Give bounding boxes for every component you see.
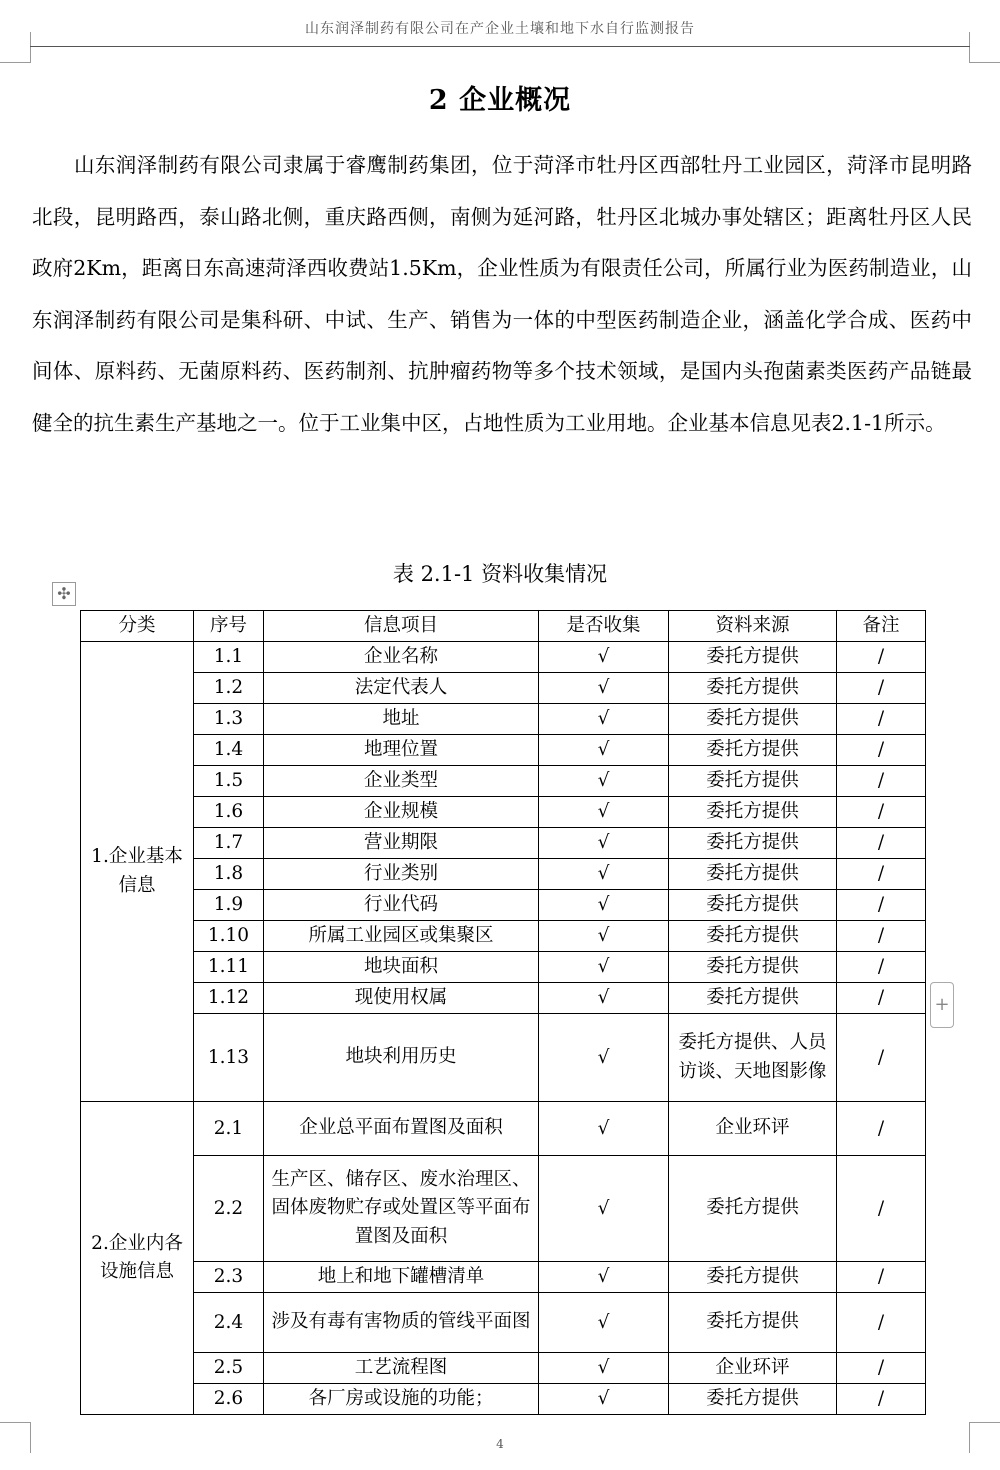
section-title: 2 企业概况: [428, 85, 572, 116]
row-item: 工艺流程图: [264, 1353, 539, 1384]
table-header-row: [81, 611, 926, 642]
table-row: [81, 1293, 926, 1353]
row-item: 企业类型: [264, 766, 539, 797]
row-note: /: [837, 952, 926, 983]
row-item: 地上和地下罐槽清单: [264, 1262, 539, 1293]
row-source: 委托方提供: [669, 921, 837, 952]
row-item: 地块利用历史: [264, 1014, 539, 1102]
row-note: /: [837, 766, 926, 797]
row-collected: √: [539, 704, 669, 735]
row-number: 1.9: [194, 890, 264, 921]
table-row: [81, 1353, 926, 1384]
row-item: 企业总平面布置图及面积: [264, 1102, 539, 1156]
row-collected: √: [539, 1293, 669, 1353]
row-item: 地理位置: [264, 735, 539, 766]
table-row: [81, 1262, 926, 1293]
row-category: 1.企业基本信息: [81, 642, 194, 1102]
table-row: [81, 1102, 926, 1156]
table-row: [81, 642, 926, 673]
row-item: 地址: [264, 704, 539, 735]
row-source: 委托方提供、人员访谈、天地图影像: [669, 1014, 837, 1102]
row-number: 1.13: [194, 1014, 264, 1102]
col-header-category: 分类: [81, 611, 194, 642]
row-note: /: [837, 1102, 926, 1156]
table-row: [81, 921, 926, 952]
table-row: [81, 952, 926, 983]
row-note: /: [837, 921, 926, 952]
table-row: [81, 766, 926, 797]
row-source: 委托方提供: [669, 1156, 837, 1262]
table-caption: 表 2.1-1 资料收集情况: [392, 562, 608, 586]
row-item: 各厂房或设施的功能；: [264, 1384, 539, 1415]
row-number: 1.5: [194, 766, 264, 797]
row-source: 委托方提供: [669, 890, 837, 921]
row-collected: √: [539, 1262, 669, 1293]
row-number: 2.6: [194, 1384, 264, 1415]
row-note: /: [837, 704, 926, 735]
row-item: 法定代表人: [264, 673, 539, 704]
row-number: 1.2: [194, 673, 264, 704]
row-note: /: [837, 1353, 926, 1384]
table-row: [81, 704, 926, 735]
row-number: 1.4: [194, 735, 264, 766]
row-collected: √: [539, 983, 669, 1014]
row-collected: √: [539, 859, 669, 890]
table-add-row-icon[interactable]: +: [930, 982, 954, 1028]
row-source: 委托方提供: [669, 859, 837, 890]
row-note: /: [837, 797, 926, 828]
row-source: 委托方提供: [669, 797, 837, 828]
row-source: 委托方提供: [669, 704, 837, 735]
header-divider: [30, 46, 970, 47]
table-row: [81, 890, 926, 921]
row-collected: √: [539, 921, 669, 952]
row-source: 企业环评: [669, 1353, 837, 1384]
row-source: 委托方提供: [669, 1384, 837, 1415]
row-source: 委托方提供: [669, 828, 837, 859]
row-note: /: [837, 1293, 926, 1353]
info-collection-table: [80, 610, 926, 1415]
row-note: /: [837, 735, 926, 766]
row-source: 委托方提供: [669, 673, 837, 704]
row-collected: √: [539, 952, 669, 983]
row-number: 2.5: [194, 1353, 264, 1384]
row-number: 2.2: [194, 1156, 264, 1262]
row-collected: √: [539, 1156, 669, 1262]
row-item: 行业类别: [264, 859, 539, 890]
page-header: 山东润泽制药有限公司在产企业土壤和地下水自行监测报告: [305, 21, 695, 37]
table-row: [81, 859, 926, 890]
row-source: 委托方提供: [669, 1293, 837, 1353]
row-collected: √: [539, 797, 669, 828]
row-collected: √: [539, 1384, 669, 1415]
row-collected: √: [539, 673, 669, 704]
row-source: 委托方提供: [669, 1262, 837, 1293]
row-item: 企业名称: [264, 642, 539, 673]
row-note: /: [837, 1014, 926, 1102]
row-collected: √: [539, 735, 669, 766]
row-number: 1.12: [194, 983, 264, 1014]
body-paragraph: 山东润泽制药有限公司隶属于睿鹰制药集团，位于菏泽市牡丹区西部牡丹工业园区，菏泽市昆明路北段，昆明路西，泰山路北侧，重庆路西侧，南侧为延河路，牡丹区北城办事处辖区；距离牡丹区人民政府2Km，距离日东高速菏泽西收费站1.5Km，企业性质为有限责任公司，所属行业为医药制造业，山东润泽制药有限公司是集科研、中试、生产、销售为一体的中型医药制造企业，涵盖化学合成、医药中间体、原料药、无菌原料药、医药制剂、抗肿瘤药物等多个技术领域，是国内头孢菌素类医药产品链最健全的抗生素生产基地之一。位于工业集中区，占地性质为工业用地。企业基本信息见表2.1-1所示。: [32, 153, 972, 435]
row-number: 2.3: [194, 1262, 264, 1293]
row-collected: √: [539, 1102, 669, 1156]
row-number: 2.1: [194, 1102, 264, 1156]
row-number: 1.10: [194, 921, 264, 952]
row-collected: √: [539, 828, 669, 859]
row-source: 企业环评: [669, 1102, 837, 1156]
row-collected: √: [539, 890, 669, 921]
row-item: 营业期限: [264, 828, 539, 859]
row-note: /: [837, 1262, 926, 1293]
row-number: 1.11: [194, 952, 264, 983]
row-number: 2.4: [194, 1293, 264, 1353]
table-row: [81, 983, 926, 1014]
row-note: /: [837, 1156, 926, 1262]
row-number: 1.1: [194, 642, 264, 673]
row-item: 行业代码: [264, 890, 539, 921]
row-number: 1.7: [194, 828, 264, 859]
row-note: /: [837, 890, 926, 921]
row-source: 委托方提供: [669, 983, 837, 1014]
row-collected: √: [539, 766, 669, 797]
row-item: 现使用权属: [264, 983, 539, 1014]
col-header-note: 备注: [837, 611, 926, 642]
row-collected: √: [539, 1014, 669, 1102]
row-note: /: [837, 983, 926, 1014]
row-source: 委托方提供: [669, 735, 837, 766]
table-row: [81, 828, 926, 859]
row-category: 2.企业内各设施信息: [81, 1102, 194, 1415]
row-note: /: [837, 673, 926, 704]
row-number: 1.8: [194, 859, 264, 890]
row-item: 涉及有毒有害物质的管线平面图: [264, 1293, 539, 1353]
row-source: 委托方提供: [669, 952, 837, 983]
row-number: 1.6: [194, 797, 264, 828]
row-source: 委托方提供: [669, 766, 837, 797]
row-number: 1.3: [194, 704, 264, 735]
table-row: [81, 673, 926, 704]
table-row: [81, 797, 926, 828]
col-header-collected: 是否收集: [539, 611, 669, 642]
row-source: 委托方提供: [669, 642, 837, 673]
row-item: 所属工业园区或集聚区: [264, 921, 539, 952]
row-note: /: [837, 859, 926, 890]
table-move-handle-icon[interactable]: ✣: [52, 582, 76, 606]
page-number: 4: [496, 1437, 504, 1451]
table-row: [81, 1384, 926, 1415]
row-collected: √: [539, 642, 669, 673]
col-header-number: 序号: [194, 611, 264, 642]
row-note: /: [837, 1384, 926, 1415]
col-header-item: 信息项目: [264, 611, 539, 642]
row-item: 生产区、储存区、废水治理区、固体废物贮存或处置区等平面布置图及面积: [264, 1156, 539, 1262]
row-item: 地块面积: [264, 952, 539, 983]
row-note: /: [837, 828, 926, 859]
row-item: 企业规模: [264, 797, 539, 828]
table-row: [81, 735, 926, 766]
table-row: [81, 1014, 926, 1102]
row-collected: √: [539, 1353, 669, 1384]
table-row: [81, 1156, 926, 1262]
col-header-source: 资料来源: [669, 611, 837, 642]
row-note: /: [837, 642, 926, 673]
